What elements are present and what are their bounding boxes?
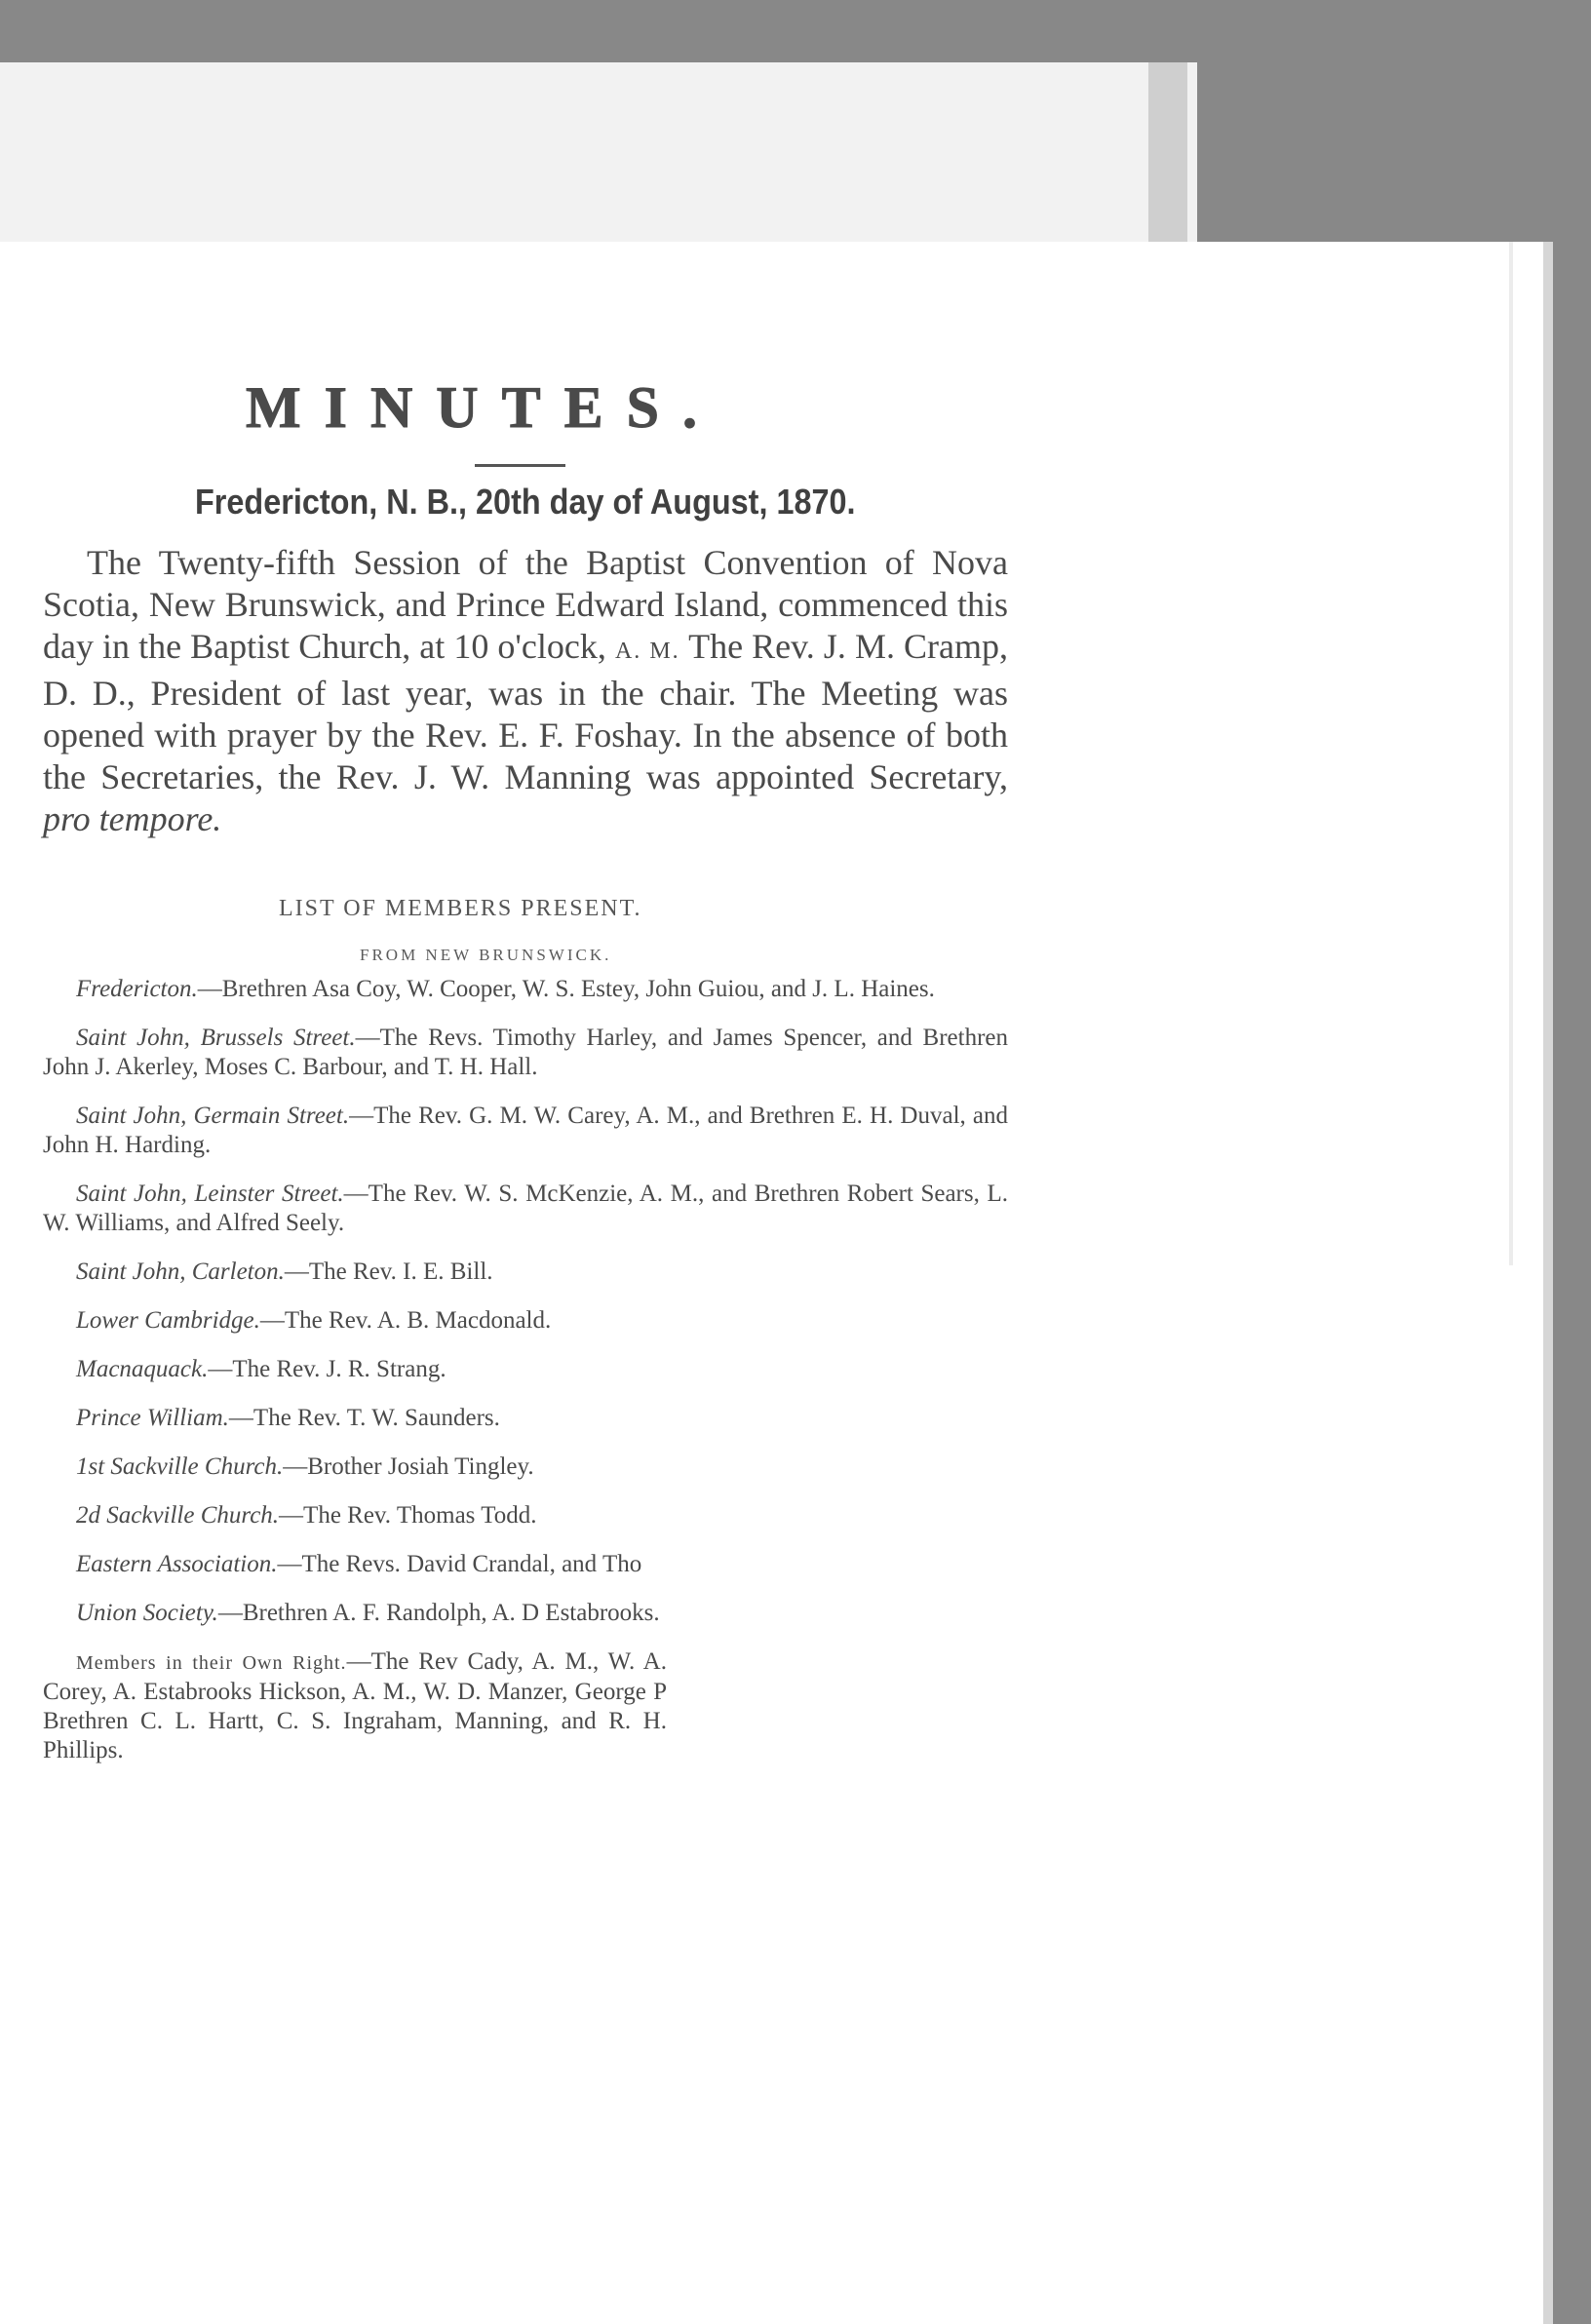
entry-place: Saint John, Leinster Street. (76, 1181, 344, 1207)
entry-text: —The Rev. Thomas Todd. (279, 1502, 537, 1529)
entry-place: 2d Sackville Church. (76, 1502, 280, 1529)
member-entry (43, 1501, 1008, 1530)
page-edge (1543, 242, 1553, 2324)
member-entry (43, 1452, 1008, 1482)
member-entry (43, 1355, 1008, 1384)
member-entry (43, 1599, 725, 1628)
intro-am: A. M. (614, 639, 680, 664)
entry-place: Prince William. (76, 1405, 229, 1431)
entry-place: Saint John, Brussels Street. (76, 1025, 356, 1051)
entry-place: Saint John, Germain Street. (76, 1103, 350, 1129)
entry-text: —Brethren A. F. Randolph, A. D Estabrooks. (217, 1600, 660, 1626)
member-entry (43, 1180, 1008, 1238)
entry-place: Union Society. (76, 1600, 218, 1626)
entry-text: —The Rev. A. B. Macdonald. (259, 1307, 552, 1334)
intro-text-1: The Twenty-fifth Session of the Baptist Convention of Nova Scotia, New Brunswick, and Prince Edward Island, commenced this day in the Baptist Church, at 10 o'clock, (43, 543, 1008, 666)
entry-text: —The Rev. G. M. W. Carey, A. M., and Brethren E. H. Duval, and John H. Harding. (43, 1103, 1008, 1158)
entry-text: —The Rev. J. R. Strang. (208, 1356, 446, 1382)
member-entry (43, 975, 1008, 1004)
entry-text: —Brethren Asa Coy, W. Cooper, W. S. Estey, John Guiou, and J. L. Haines. (197, 976, 935, 1002)
page-title: MINUTES. (246, 375, 721, 440)
entry-place: Saint John, Carleton. (76, 1259, 285, 1285)
members-own-right-label: Members in their Own Right. (76, 1652, 347, 1674)
members-own-right-text: —The Rev Cady, A. M., W. A. Corey, A. Estabrooks Hickson, A. M., W. D. Manzer, George P Brethren C. L. Hartt, C. S. Ingraham, Manning, and R. H. Phillips. (43, 1648, 667, 1763)
member-entries (43, 975, 1008, 1785)
entry-text: —Brother Josiah Tingley. (283, 1453, 534, 1480)
entry-place: Eastern Association. (76, 1551, 278, 1577)
list-heading: LIST OF MEMBERS PRESENT. (279, 896, 642, 921)
intro-text-2: The Rev. J. M. Cramp, D. D., President of last year, was in the chair. The Meeting was opened with prayer by the Rev. E. F. Foshay. In the absence of both the Secretaries, the Rev. J. W. Manning was appointed Secretary, (43, 627, 1009, 796)
member-entry (43, 1102, 1008, 1160)
member-entry (43, 1024, 1008, 1082)
entry-text: —The Rev. W. S. McKenzie, A. M., and Brethren Robert Sears, L. W. Williams, and Alfred Seely. (43, 1181, 1008, 1236)
dateline: Fredericton, N. B., 20th day of August, 1870. (195, 482, 856, 522)
member-entry (43, 1258, 1008, 1287)
entry-place: 1st Sackville Church. (76, 1453, 284, 1480)
member-entry (43, 1404, 1008, 1433)
members-own-right (43, 1647, 667, 1765)
entry-text: —The Rev. I. E. Bill. (284, 1259, 493, 1285)
entry-place: Lower Cambridge. (76, 1307, 260, 1334)
entry-text: —The Revs. Timothy Harley, and James Spencer, and Brethren John J. Akerley, Moses C. Barbour, and T. H. Hall. (43, 1025, 1008, 1080)
entry-text: —The Rev. T. W. Saunders. (228, 1405, 500, 1431)
sub-heading: FROM NEW BRUNSWICK. (360, 946, 612, 964)
intro-paragraph (43, 542, 1008, 840)
entry-text: —The Revs. David Crandal, and Tho (277, 1551, 642, 1577)
title-rule (475, 464, 565, 467)
member-entry (43, 1306, 1008, 1336)
entry-place: Fredericton. (76, 976, 198, 1002)
intro-pro-tempore: pro tempore. (43, 799, 222, 838)
entry-place: Macnaquack. (76, 1356, 209, 1382)
member-entry (43, 1550, 725, 1579)
